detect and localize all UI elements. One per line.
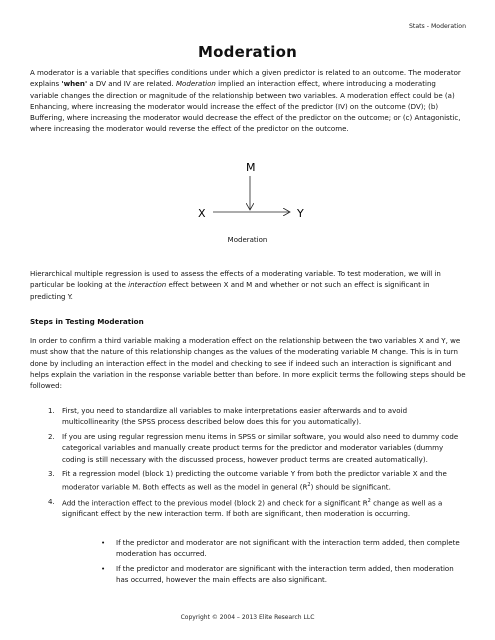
intro-when-bold: 'when' (61, 79, 88, 89)
regression-text-1: Hierarchical multiple regression is used to assess the effects of a moderating variable. To test moderation, we will in particular be looking at the (30, 269, 441, 290)
step-text: change as well as a significant effect by the new interaction term. If both are significant, then moderation is occurring. (62, 497, 443, 519)
bullet-icon: • (101, 538, 106, 547)
sub-bullet-text: If the predictor and moderator are significant with the interaction term added, then moderation has occurred, however the main effects are also significant. (116, 563, 454, 584)
steps-heading: Steps in Testing Moderation (30, 317, 144, 326)
intro-text-3: implied an interaction effect, where introducing a moderating variable changes the direction or magnitude of the relationship between two variables. A moderation effect could be (a) Enhancing, where increasing the moderator would increase the effect of the predictor (IV) on the outcome (DV); (b) Buffering, where increasing the moderator would decrease the effect of the predictor on the outcome; or (c) Antagonistic, where increasing the moderator would reverse the effect of the predictor on the outcome. (30, 79, 461, 134)
list-item (48, 496, 466, 520)
running-head: Stats - Moderation (408, 23, 466, 30)
sub-bullet-text: If the predictor and moderator are not significant with the interaction term added, then complete moderation has occurred. (116, 538, 460, 559)
step-number: 1. (48, 406, 55, 415)
list-item (48, 405, 466, 428)
steps-intro-paragraph: In order to confirm a third variable making a moderation effect on the relationship between the two variables X and Y, we must show that the nature of this relationship changes as the values of the moderating variable M change. This is in turn done by including an interaction effect in the model and checking to see if indeed such an interaction is significant and helps explain the variation in the response variable better than before. In more explicit terms the following steps should be followed: (30, 336, 466, 391)
superscript: 2 (307, 481, 311, 488)
list-item (95, 563, 466, 586)
step-text: Add the interaction effect to the previous model (block 2) and check for a significant R (62, 497, 368, 507)
diagram-label-y: Y (297, 207, 304, 220)
list-item (48, 468, 466, 492)
intro-moderation-italic: Moderation (175, 79, 216, 89)
steps-list (48, 405, 466, 523)
diagram-label-x: X (198, 207, 206, 220)
regression-paragraph (30, 268, 466, 302)
step-text: ) should be significant. (310, 481, 391, 491)
step-number: 2. (48, 431, 55, 441)
bullet-icon: • (101, 563, 106, 573)
intro-text-2: a DV and IV are related. (87, 79, 176, 89)
step-text: If you are using regular regression menu items in SPSS or similar software, you would also need to dummy code categorical variables and manually create product terms for the predictor and moderator variables (dummy coding is still necessary with the discussed process, however product terms are created automatically). (62, 431, 459, 464)
list-item (48, 431, 466, 465)
step-number: 3. (48, 469, 55, 479)
regression-text-2: effect between X and M and whether or not such an effect is significant in predicting Y. (30, 280, 430, 301)
intro-text-1: A moderator is a variable that specifies conditions under which a given predictor is related to an outcome. The moderator explains (30, 68, 461, 89)
moderation-diagram (0, 0, 495, 260)
sub-bullets (95, 537, 466, 588)
footer-copyright: Copyright © 2004 – 2013 Elite Research LLC (180, 614, 315, 621)
step-text: Fit a regression model (block 1) predicting the outcome variable Y from both the predictor variable X and the moderator variable M. Both effects as well as the model in general (R (62, 469, 447, 491)
sub-bullet-list (95, 537, 466, 585)
regression-interaction-italic: interaction (128, 280, 167, 290)
superscript: 2 (367, 497, 371, 504)
page-title: Moderation (198, 43, 297, 61)
list-item (95, 537, 466, 560)
diagram-label-m: M (246, 161, 256, 174)
step-number: 4. (48, 496, 55, 506)
step-text: First, you need to standardize all variables to make interpretations easier afterwards and to avoid multicollinearity (the SPSS process described below does this for you automatically). (62, 406, 408, 427)
diagram-caption: Moderation (227, 236, 268, 244)
